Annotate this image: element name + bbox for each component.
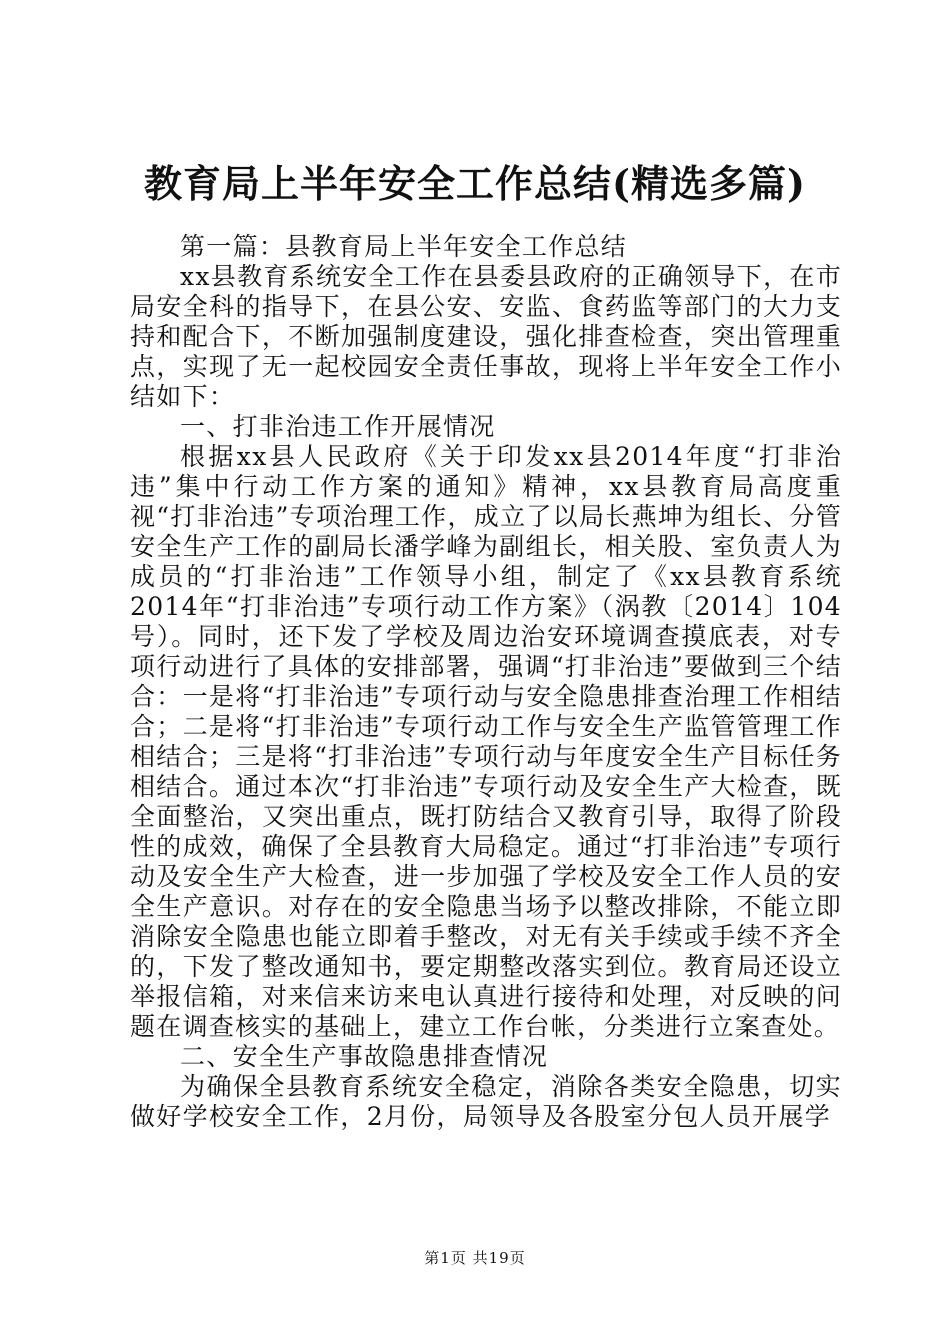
section-1-paragraph: 根据xx县人民政府《关于印发xx县2014年度“打非治违”集中行动工作方案的通知》精神，xx县教育局高度重视“打非治违”专项治理工作，成立了以局长燕坤为组长、分管安全生产工作的副局长潘学峰为副组长，相关股、室负责人为成员的“打非治违”工作领导小组，制定了《xx县教育系统2014年“打非治违”专项行动工作方案》（涡教〔2014〕104号）。同时，还下发了学校及周边治安环境调查摸底表，对专项行动进行了具体的安排部署，强调“打非治违”要做到三个结合：一是将“打非治违”专项行动与安全隐患排查治理工作相结合；二是将“打非治违”专项行动工作与安全生产监管管理工作相结合；三是将“打非治违”专项行动与年度安全生产目标任务相结合。通过本次“打非治违”专项行动及安全生产大检查，既全面整治，又突出重点，既打防结合又教育引导，取得了阶段性的成效，确保了全县教育大局稳定。通过“打非治违”专项行动及安全生产大检查，进一步加强了学校及安全工作人员的安全生产意识。对存在的安全隐患当场予以整改排除，不能立即消除安全隐患也能立即着手整改，对无有关手续或手续不齐全的，下发了整改通知书，要定期整改落实到位。教育局还设立举报信箱，对来信来访来电认真进行接待和处理，对反映的问题在调查核实的基础上，建立工作台帐，分类进行立案查处。	[130, 442, 842, 1041]
document-title: 教育局上半年安全工作总结(精选多篇)	[144, 161, 806, 206]
intro-paragraph: xx县教育系统安全工作在县委县政府的正确领导下，在市局安全科的指导下，在县公安、安监、食药监等部门的大力支持和配合下，不断加强制度建设，强化排查检查，突出管理重点，实现了无一起校园安全责任事故，现将上半年安全工作小结如下：	[130, 262, 843, 411]
chapter-heading: 第一篇：县教育局上半年安全工作总结	[180, 232, 628, 261]
section-1-heading: 一、打非治违工作开展情况	[180, 412, 496, 441]
section-2-paragraph: 为确保全县教育系统安全稳定，消除各类安全隐患，切实做好学校安全工作，2月份，局领导及各股室分包人员开展学	[130, 1072, 842, 1131]
page-number-footer: 第1页 共19页	[424, 1249, 526, 1267]
section-2-heading: 二、安全生产事故隐患排查情况	[180, 1042, 549, 1071]
document-body	[130, 232, 842, 1132]
